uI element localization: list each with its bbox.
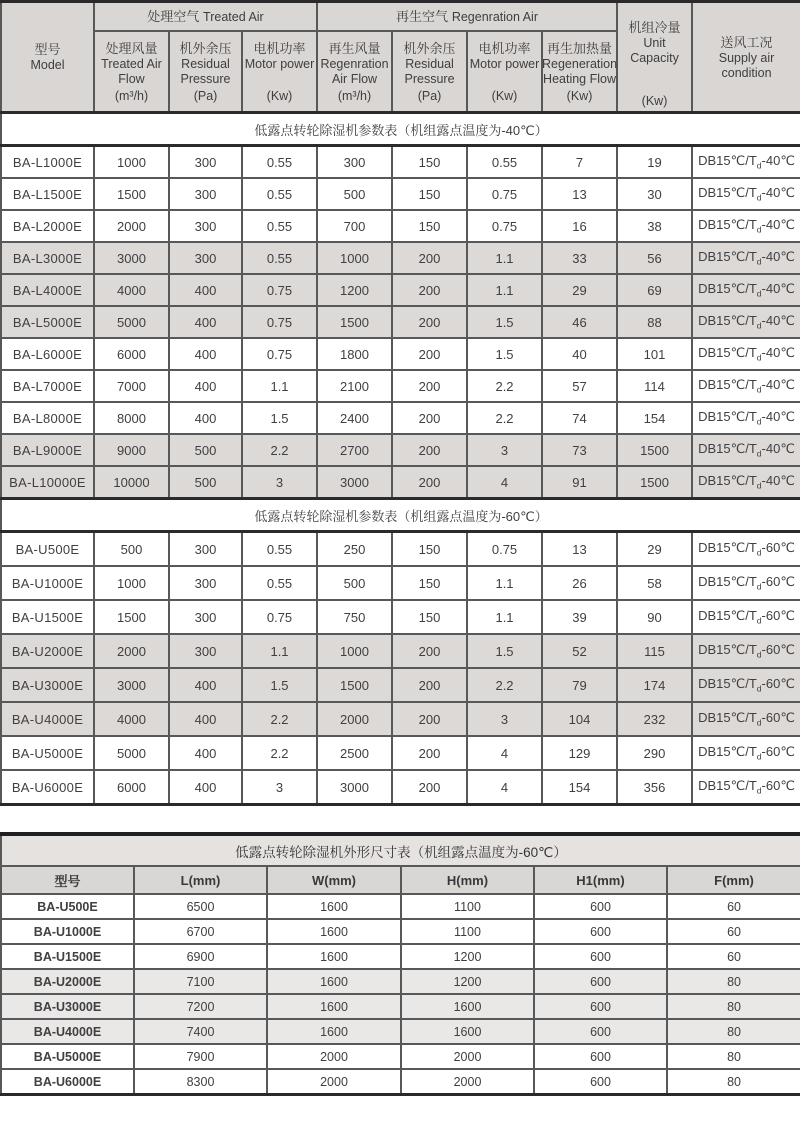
value-cell: 200 <box>392 634 467 668</box>
value-cell: 400 <box>169 668 242 702</box>
value-cell: 600 <box>534 894 667 919</box>
supply-condition-cell: $DB15℃/T_d-40℃$ <box>692 466 800 499</box>
value-cell: 13 <box>542 532 617 567</box>
value-cell: 154 <box>542 770 617 805</box>
value-cell: 150 <box>392 146 467 179</box>
model-cell: BA-L3000E <box>1 242 94 274</box>
value-cell: 600 <box>534 1019 667 1044</box>
model-cell: BA-U500E <box>1 532 94 567</box>
value-cell: 2.2 <box>467 370 542 402</box>
value-cell: 56 <box>617 242 692 274</box>
supply-condition-cell: $DB15℃/T_d-40℃$ <box>692 210 800 242</box>
model-cell: BA-L7000E <box>1 370 94 402</box>
section-title-row <box>1 113 800 146</box>
value-cell: 60 <box>667 894 800 919</box>
supply-condition-cell: $DB15℃/T_d-60℃$ <box>692 770 800 805</box>
value-cell: 3000 <box>94 668 169 702</box>
table-row <box>1 969 800 994</box>
value-cell: 129 <box>542 736 617 770</box>
value-cell: 7100 <box>134 969 267 994</box>
table-row <box>1 634 800 668</box>
value-cell: 2.2 <box>242 434 317 466</box>
value-cell: 1600 <box>267 944 401 969</box>
model-cell: BA-L9000E <box>1 434 94 466</box>
supply-condition-cell: $DB15℃/T_d-60℃$ <box>692 600 800 634</box>
value-cell: 600 <box>534 919 667 944</box>
model-cell: BA-U3000E <box>1 668 94 702</box>
value-cell: 600 <box>534 994 667 1019</box>
model-cell: BA-L5000E <box>1 306 94 338</box>
model-cell: BA-U1500E <box>1 600 94 634</box>
value-cell: 2.2 <box>242 736 317 770</box>
supply-condition-cell: $DB15℃/T_d-60℃$ <box>692 634 800 668</box>
value-cell: 2.2 <box>467 668 542 702</box>
value-cell: 1.5 <box>242 402 317 434</box>
value-cell: 0.75 <box>467 532 542 567</box>
model-header-zh: 型号 <box>34 42 61 57</box>
value-cell: 0.55 <box>242 532 317 567</box>
supply-condition-cell: $DB15℃/T_d-40℃$ <box>692 402 800 434</box>
supply-condition-cell: $DB15℃/T_d-40℃$ <box>692 274 800 306</box>
value-cell: 174 <box>617 668 692 702</box>
model-cell: BA-L10000E <box>1 466 94 499</box>
value-cell: 250 <box>317 532 392 567</box>
value-cell: 2000 <box>401 1044 534 1069</box>
model-cell: BA-L2000E <box>1 210 94 242</box>
value-cell: 1.1 <box>242 370 317 402</box>
value-cell: 7000 <box>94 370 169 402</box>
value-cell: 90 <box>617 600 692 634</box>
value-cell: 7400 <box>134 1019 267 1044</box>
value-cell: 200 <box>392 668 467 702</box>
table-row <box>1 770 800 805</box>
value-cell: 6000 <box>94 338 169 370</box>
value-cell: 13 <box>542 178 617 210</box>
value-cell: 3 <box>467 702 542 736</box>
model-cell: BA-U4000E <box>1 702 94 736</box>
dim-col-header-h: H(mm) <box>401 866 534 894</box>
value-cell: 200 <box>392 306 467 338</box>
value-cell: 200 <box>392 338 467 370</box>
value-cell: 33 <box>542 242 617 274</box>
dim-col-header-f: F(mm) <box>667 866 800 894</box>
value-cell: 500 <box>169 434 242 466</box>
value-cell: 2000 <box>267 1044 401 1069</box>
value-cell: 2.2 <box>242 702 317 736</box>
value-cell: 1600 <box>267 1019 401 1044</box>
value-cell: 400 <box>169 770 242 805</box>
section-title-row <box>1 499 800 532</box>
dim-col-header-l: L(mm) <box>134 866 267 894</box>
value-cell: 200 <box>392 274 467 306</box>
col-header-regen-heating-flow: 再生加热量 Regeneration Heating Flow (Kw) <box>542 31 617 113</box>
table-row <box>1 994 800 1019</box>
value-cell: 80 <box>667 1019 800 1044</box>
value-cell: 2400 <box>317 402 392 434</box>
value-cell: 2100 <box>317 370 392 402</box>
value-cell: 1.1 <box>467 274 542 306</box>
col-header-supply-air-condition: 送风工况 Supply air condition <box>692 2 800 113</box>
dim-col-header-model: 型号 <box>1 866 134 894</box>
supply-condition-cell: $DB15℃/T_d-40℃$ <box>692 370 800 402</box>
table-row <box>1 338 800 370</box>
value-cell: 0.55 <box>467 146 542 179</box>
value-cell: 5000 <box>94 736 169 770</box>
value-cell: 1000 <box>94 566 169 600</box>
value-cell: 500 <box>94 532 169 567</box>
value-cell: 600 <box>534 969 667 994</box>
value-cell: 2700 <box>317 434 392 466</box>
dimensions-title-row <box>1 834 800 866</box>
supply-condition-cell: $DB15℃/T_d-60℃$ <box>692 566 800 600</box>
table-row <box>1 532 800 567</box>
table-row <box>1 434 800 466</box>
value-cell: 2000 <box>401 1069 534 1095</box>
model-cell: BA-U500E <box>1 894 134 919</box>
value-cell: 300 <box>169 146 242 179</box>
col-header-model <box>1 2 94 113</box>
section-title: 低露点转轮除湿机参数表（机组露点温度为-60℃） <box>1 499 800 532</box>
value-cell: 3000 <box>94 242 169 274</box>
value-cell: 1.1 <box>467 600 542 634</box>
value-cell: 30 <box>617 178 692 210</box>
value-cell: 1.1 <box>242 634 317 668</box>
model-cell: BA-U2000E <box>1 969 134 994</box>
supply-condition-cell: $DB15℃/T_d-40℃$ <box>692 178 800 210</box>
value-cell: 750 <box>317 600 392 634</box>
value-cell: 500 <box>317 566 392 600</box>
dim-col-header-w: W(mm) <box>267 866 401 894</box>
value-cell: 4000 <box>94 702 169 736</box>
value-cell: 0.75 <box>242 306 317 338</box>
value-cell: 39 <box>542 600 617 634</box>
table-row <box>1 274 800 306</box>
value-cell: 58 <box>617 566 692 600</box>
value-cell: 150 <box>392 600 467 634</box>
value-cell: 150 <box>392 566 467 600</box>
dimensions-table-header <box>1 866 800 894</box>
value-cell: 60 <box>667 919 800 944</box>
value-cell: 1.1 <box>467 242 542 274</box>
model-cell: BA-U3000E <box>1 994 134 1019</box>
value-cell: 52 <box>542 634 617 668</box>
table-row <box>1 242 800 274</box>
value-cell: 26 <box>542 566 617 600</box>
value-cell: 8300 <box>134 1069 267 1095</box>
value-cell: 300 <box>169 532 242 567</box>
value-cell: 0.55 <box>242 178 317 210</box>
value-cell: 80 <box>667 1069 800 1095</box>
value-cell: 9000 <box>94 434 169 466</box>
value-cell: 1200 <box>401 944 534 969</box>
value-cell: 200 <box>392 242 467 274</box>
value-cell: 91 <box>542 466 617 499</box>
table-row <box>1 466 800 499</box>
model-cell: BA-U5000E <box>1 736 94 770</box>
value-cell: 0.75 <box>242 274 317 306</box>
model-cell: BA-L4000E <box>1 274 94 306</box>
value-cell: 0.55 <box>242 146 317 179</box>
value-cell: 2.2 <box>467 402 542 434</box>
value-cell: 200 <box>392 402 467 434</box>
value-cell: 6500 <box>134 894 267 919</box>
col-header-regen-motor-power: 电机功率 Motor power (Kw) <box>467 31 542 113</box>
value-cell: 400 <box>169 370 242 402</box>
value-cell: 2000 <box>267 1069 401 1095</box>
model-cell: BA-U2000E <box>1 634 94 668</box>
table-row <box>1 736 800 770</box>
value-cell: 1.1 <box>467 566 542 600</box>
value-cell: 1500 <box>94 178 169 210</box>
value-cell: 600 <box>534 1069 667 1095</box>
value-cell: 400 <box>169 402 242 434</box>
value-cell: 0.75 <box>467 210 542 242</box>
value-cell: 60 <box>667 944 800 969</box>
value-cell: 4 <box>467 736 542 770</box>
model-cell: BA-L6000E <box>1 338 94 370</box>
model-cell: BA-U1000E <box>1 919 134 944</box>
value-cell: 1000 <box>94 146 169 179</box>
value-cell: 88 <box>617 306 692 338</box>
col-header-regen-air-flow: 再生风量 Regenration Air Flow (m³/h) <box>317 31 392 113</box>
value-cell: 300 <box>169 566 242 600</box>
group-header-treated-air: 处理空气 Treated Air <box>94 2 317 32</box>
supply-condition-cell: $DB15℃/T_d-40℃$ <box>692 242 800 274</box>
value-cell: 0.55 <box>242 242 317 274</box>
value-cell: 57 <box>542 370 617 402</box>
supply-condition-cell: $DB15℃/T_d-40℃$ <box>692 434 800 466</box>
value-cell: 600 <box>534 944 667 969</box>
supply-condition-cell: $DB15℃/T_d-40℃$ <box>692 338 800 370</box>
value-cell: 232 <box>617 702 692 736</box>
value-cell: 300 <box>169 600 242 634</box>
value-cell: 200 <box>392 702 467 736</box>
value-cell: 1200 <box>317 274 392 306</box>
value-cell: 7200 <box>134 994 267 1019</box>
value-cell: 356 <box>617 770 692 805</box>
table-row <box>1 566 800 600</box>
value-cell: 1500 <box>94 600 169 634</box>
value-cell: 400 <box>169 702 242 736</box>
value-cell: 154 <box>617 402 692 434</box>
value-cell: 73 <box>542 434 617 466</box>
value-cell: 7900 <box>134 1044 267 1069</box>
supply-condition-cell: $DB15℃/T_d-40℃$ <box>692 306 800 338</box>
value-cell: 104 <box>542 702 617 736</box>
value-cell: 80 <box>667 994 800 1019</box>
value-cell: 40 <box>542 338 617 370</box>
value-cell: 38 <box>617 210 692 242</box>
value-cell: 1200 <box>401 969 534 994</box>
value-cell: 1.5 <box>467 634 542 668</box>
value-cell: 3000 <box>317 770 392 805</box>
value-cell: 3 <box>242 466 317 499</box>
value-cell: 0.75 <box>242 338 317 370</box>
value-cell: 1500 <box>617 466 692 499</box>
table-row <box>1 702 800 736</box>
supply-condition-cell: $DB15℃/T_d-60℃$ <box>692 702 800 736</box>
col-header-treated-residual-pressure: 机外余压 Residual Pressure (Pa) <box>169 31 242 113</box>
value-cell: 6700 <box>134 919 267 944</box>
model-cell: BA-U1500E <box>1 944 134 969</box>
section-title: 低露点转轮除湿机参数表（机组露点温度为-40℃） <box>1 113 800 146</box>
value-cell: 1000 <box>317 634 392 668</box>
value-cell: 4000 <box>94 274 169 306</box>
table-row <box>1 919 800 944</box>
value-cell: 150 <box>392 178 467 210</box>
value-cell: 3000 <box>317 466 392 499</box>
value-cell: 0.55 <box>242 210 317 242</box>
value-cell: 1.5 <box>467 338 542 370</box>
col-header-treated-air-flow: 处理风量 Treated Air Flow (m³/h) <box>94 31 169 113</box>
value-cell: 400 <box>169 736 242 770</box>
table-row <box>1 1044 800 1069</box>
value-cell: 200 <box>392 466 467 499</box>
col-header-regen-residual-pressure: 机外余压 Residual Pressure (Pa) <box>392 31 467 113</box>
dimensions-table-title: 低露点转轮除湿机外形尺寸表（机组露点温度为-60℃） <box>1 834 800 866</box>
value-cell: 115 <box>617 634 692 668</box>
value-cell: 10000 <box>94 466 169 499</box>
model-cell: BA-L8000E <box>1 402 94 434</box>
value-cell: 80 <box>667 1044 800 1069</box>
value-cell: 1.5 <box>467 306 542 338</box>
value-cell: 2000 <box>94 634 169 668</box>
value-cell: 2000 <box>317 702 392 736</box>
model-cell: BA-U1000E <box>1 566 94 600</box>
table-row <box>1 1069 800 1095</box>
value-cell: 0.75 <box>467 178 542 210</box>
value-cell: 1500 <box>317 306 392 338</box>
table-row <box>1 1019 800 1044</box>
model-cell: BA-U5000E <box>1 1044 134 1069</box>
value-cell: 0.55 <box>242 566 317 600</box>
table-row <box>1 668 800 702</box>
value-cell: 1000 <box>317 242 392 274</box>
value-cell: 400 <box>169 274 242 306</box>
value-cell: 600 <box>534 1044 667 1069</box>
dim-col-header-h1: H1(mm) <box>534 866 667 894</box>
value-cell: 200 <box>392 370 467 402</box>
section-gap <box>0 806 800 832</box>
group-header-regeneration-air: 再生空气 Regenration Air <box>317 2 617 32</box>
table-row <box>1 178 800 210</box>
model-header-en: Model <box>30 58 65 72</box>
value-cell: 1600 <box>401 1019 534 1044</box>
value-cell: 1500 <box>617 434 692 466</box>
value-cell: 150 <box>392 532 467 567</box>
model-cell: BA-L1500E <box>1 178 94 210</box>
value-cell: 6000 <box>94 770 169 805</box>
value-cell: 4 <box>467 770 542 805</box>
value-cell: 700 <box>317 210 392 242</box>
value-cell: 1600 <box>267 894 401 919</box>
value-cell: 1100 <box>401 894 534 919</box>
value-cell: 6900 <box>134 944 267 969</box>
dimensions-table <box>0 832 800 1096</box>
value-cell: 114 <box>617 370 692 402</box>
value-cell: 5000 <box>94 306 169 338</box>
value-cell: 80 <box>667 969 800 994</box>
value-cell: 3 <box>467 434 542 466</box>
table-row <box>1 370 800 402</box>
value-cell: 1800 <box>317 338 392 370</box>
value-cell: 400 <box>169 306 242 338</box>
value-cell: 500 <box>169 466 242 499</box>
value-cell: 3 <box>242 770 317 805</box>
value-cell: 1600 <box>267 969 401 994</box>
value-cell: 1100 <box>401 919 534 944</box>
model-cell: BA-L1000E <box>1 146 94 179</box>
table-row <box>1 210 800 242</box>
supply-condition-cell: $DB15℃/T_d-60℃$ <box>692 532 800 567</box>
model-cell: BA-U6000E <box>1 770 94 805</box>
value-cell: 150 <box>392 210 467 242</box>
value-cell: 200 <box>392 770 467 805</box>
value-cell: 1600 <box>267 994 401 1019</box>
value-cell: 2000 <box>94 210 169 242</box>
model-cell: BA-U6000E <box>1 1069 134 1095</box>
value-cell: 1.5 <box>242 668 317 702</box>
value-cell: 8000 <box>94 402 169 434</box>
value-cell: 300 <box>169 178 242 210</box>
value-cell: 1600 <box>267 919 401 944</box>
supply-condition-cell: $DB15℃/T_d-60℃$ <box>692 668 800 702</box>
table-row <box>1 146 800 179</box>
value-cell: 29 <box>617 532 692 567</box>
value-cell: 1600 <box>401 994 534 1019</box>
performance-table-header <box>1 2 800 113</box>
col-header-treated-motor-power: 电机功率 Motor power (Kw) <box>242 31 317 113</box>
value-cell: 500 <box>317 178 392 210</box>
table-row <box>1 944 800 969</box>
value-cell: 69 <box>617 274 692 306</box>
value-cell: 74 <box>542 402 617 434</box>
table-row <box>1 600 800 634</box>
model-cell: BA-U4000E <box>1 1019 134 1044</box>
value-cell: 101 <box>617 338 692 370</box>
value-cell: 4 <box>467 466 542 499</box>
value-cell: 200 <box>392 434 467 466</box>
value-cell: 290 <box>617 736 692 770</box>
supply-condition-cell: $DB15℃/T_d-60℃$ <box>692 736 800 770</box>
col-header-unit-capacity: 机组冷量 Unit Capacity (Kw) <box>617 2 692 113</box>
value-cell: 46 <box>542 306 617 338</box>
value-cell: 300 <box>169 242 242 274</box>
value-cell: 300 <box>169 210 242 242</box>
value-cell: 200 <box>392 736 467 770</box>
supply-condition-cell: $DB15℃/T_d-40℃$ <box>692 146 800 179</box>
value-cell: 29 <box>542 274 617 306</box>
value-cell: 79 <box>542 668 617 702</box>
value-cell: 0.75 <box>242 600 317 634</box>
value-cell: 7 <box>542 146 617 179</box>
value-cell: 300 <box>317 146 392 179</box>
value-cell: 19 <box>617 146 692 179</box>
table-row <box>1 402 800 434</box>
value-cell: 1500 <box>317 668 392 702</box>
table-row <box>1 306 800 338</box>
value-cell: 400 <box>169 338 242 370</box>
value-cell: 16 <box>542 210 617 242</box>
table-row <box>1 894 800 919</box>
value-cell: 2500 <box>317 736 392 770</box>
value-cell: 300 <box>169 634 242 668</box>
